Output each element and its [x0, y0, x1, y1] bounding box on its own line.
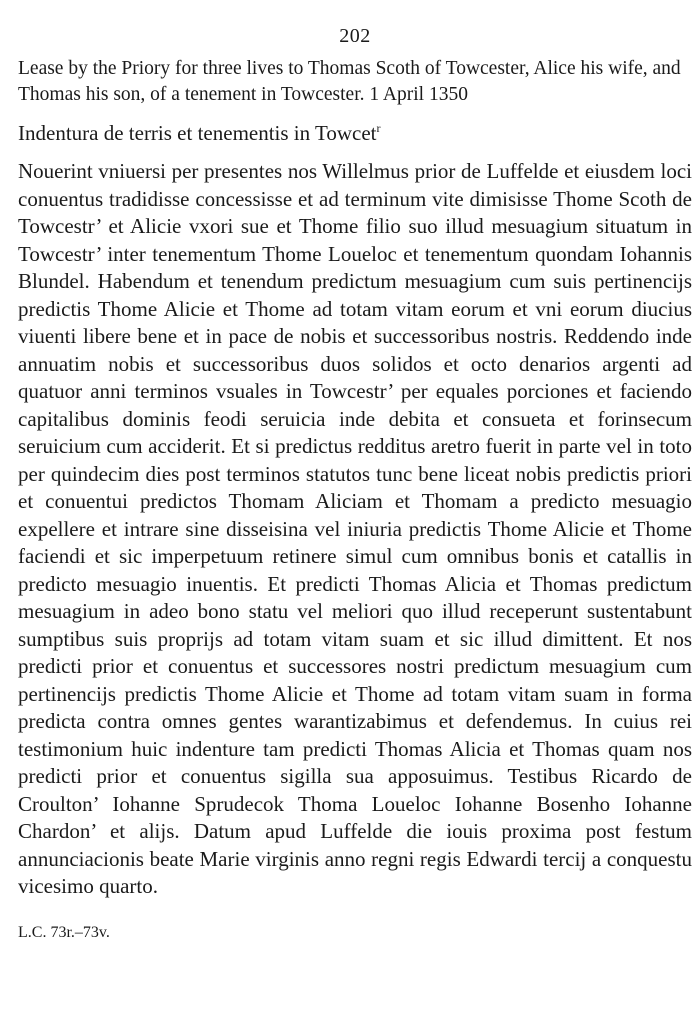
source-reference: L.C. 73r.–73v. [18, 923, 110, 941]
page-number: 202 [339, 25, 371, 47]
subheading-text: Indentura de terris et tenementis in Towcet [18, 121, 377, 145]
subheading-superscript: r [376, 121, 381, 135]
document-subheading [18, 120, 692, 146]
body-paragraph: Nouerint vniuersi per presentes nos Willelmus prior de Luffelde et eiusdem loci conuentus tradidisse concessisse et ad terminum vite dimisisse Thome Scoth de Towcestr’ et Alicie vxori sue et Thome filio suo illud mesuagium situatum in Towcestr’ inter tenementum Thome Loueloc et tenementum quondam Iohannis Blundel. Habendum et tenendum predictum mesuagium cum suis pertinencijs predictis Thome Alicie et Thome ad totam vitam eorum et vni eorum diucius viuenti libere bene et in pace de nobis et successoribus nostris. Reddendo inde annuatim nobis et successoribus duos solidos et octo denarios argenti ad quatuor anni terminos vsuales in Towcestr’ per equales porciones et faciendo capitalibus dominis feodi seruicia inde debita et consueta et forinsecum seruicium cum acciderit. Et si predictus redditus aretro fuerit in parte vel in toto per quindecim dies post terminos statutos tunc bene liceat nobis predictis priori et conuentui predictos Thomam Aliciam et Thomam a predicto mesuagio expellere et intrare sine disseisina vel iniuria predictis Thome Alicie et Thome faciendi et sic imperpetuum retinere simul cum omnibus bonis et catallis in predicto mesuagio inuentis. Et predicti Thomas Alicia et Thomas predictum mesuagium in adeo bono statu vel meliori quo illud receperunt sustentabunt sumptibus suis proprijs ad totam vitam suam et sic illud dimittent. Et nos predicti prior et conuentus et successores nostri predictum mesuagium cum pertinencijs predictis Thome Alicie et Thome ad totam vitam suam in forma predicta contra omnes gentes warantizabimus et defendemus. In cuius rei testimonium huic indenture tam predicti Thomas Alicia et Thomas quam nos predicti prior et conuentus sigilla sua apposuimus. Testibus Ricardo de Croulton’ Iohanne Sprudecok Thoma Loueloc Iohanne Bosenho Iohanne Chardon’ et alijs. Datum apud Luffelde die iouis proxima post festum annunciacionis beate Marie virginis anno regni regis Edwardi tercij a conquestu vicesimo quarto. [18, 159, 692, 898]
document-heading: Lease by the Priory for three lives to Thomas Scoth of Towcester, Alice his wife, and Thomas his son, of a tenement in Towcester. 1 April 1350 [18, 58, 681, 105]
document-page [18, 24, 692, 943]
